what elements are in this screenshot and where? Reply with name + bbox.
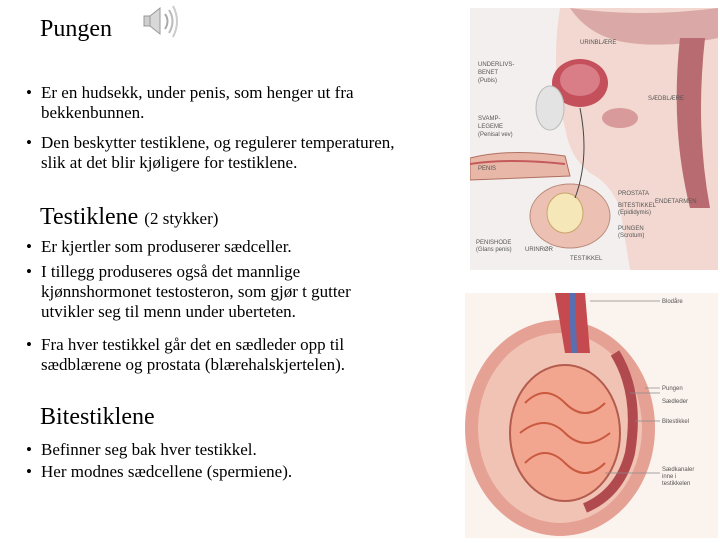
svg-text:SÆDBLÆRE: SÆDBLÆRE xyxy=(648,96,685,102)
svg-text:BENET: BENET xyxy=(478,70,499,76)
bullet-item: • Den beskytter testiklene, og regulerer temperaturen, slik at det blir kjøligere for testiklene. xyxy=(26,133,395,172)
svg-text:inne i: inne i xyxy=(662,474,677,480)
section-title-pungen: Pungen xyxy=(40,16,112,42)
testis-cross-section-diagram xyxy=(465,293,718,538)
svg-text:TESTIKKEL: TESTIKKEL xyxy=(570,256,603,262)
svg-text:PROSTATA: PROSTATA xyxy=(618,191,650,197)
svg-text:PENIS: PENIS xyxy=(478,166,497,172)
bullet-item: • Er kjertler som produserer sædceller. xyxy=(26,237,292,256)
svg-text:SVAMP-: SVAMP- xyxy=(478,116,501,122)
svg-text:(Pubis): (Pubis) xyxy=(478,78,498,84)
svg-text:Pungen: Pungen xyxy=(662,386,683,392)
svg-text:Sædkanaler: Sædkanaler xyxy=(662,467,695,473)
section-title-testiklene: Testiklene (2 stykker) xyxy=(40,204,219,230)
svg-text:testikkelen: testikkelen xyxy=(662,481,691,487)
bullet-item: • Her modnes sædcellene (spermiene). xyxy=(26,462,293,481)
bullet-item: • Befinner seg bak hver testikkel. xyxy=(26,440,257,459)
bullet-item: • Fra hver testikkel går det en sædleder opp til sædblærene og prostata (blærehalskjertelen). xyxy=(26,335,346,374)
anatomy-diagram-sagittal xyxy=(470,8,718,270)
svg-text:ENDETARMEN: ENDETARMEN xyxy=(655,199,697,205)
svg-text:BITESTIKKEL: BITESTIKKEL xyxy=(618,203,657,209)
bullet-item: • I tillegg produseres også det mannlige kjønnshormonet testosteron, som gjør t gutter utvikler seg til menn under uberteten. xyxy=(26,262,351,321)
svg-text:PUNGEN: PUNGEN xyxy=(618,226,644,232)
svg-text:LEGEME: LEGEME xyxy=(478,124,504,130)
svg-text:Blodåre: Blodåre xyxy=(662,299,683,305)
bullet-item: • Er en hudsekk, under penis, som henger ut fra bekkenbunnen. xyxy=(26,83,354,122)
svg-text:URINBLÆRE: URINBLÆRE xyxy=(580,40,617,46)
svg-text:Sædleder: Sædleder xyxy=(662,399,689,405)
svg-text:(Scrotum): (Scrotum) xyxy=(618,233,645,239)
svg-text:PENISHODE: PENISHODE xyxy=(476,240,512,246)
svg-text:UNDERLIVS-: UNDERLIVS- xyxy=(478,62,515,68)
svg-text:Bitestikkel: Bitestikkel xyxy=(662,419,690,425)
svg-text:(Glans penis): (Glans penis) xyxy=(476,247,512,253)
svg-text:URINRØR: URINRØR xyxy=(525,247,553,253)
speaker-icon[interactable] xyxy=(140,2,180,42)
svg-text:(Epididymis): (Epididymis) xyxy=(618,210,652,216)
svg-text:(Penisal vev): (Penisal vev) xyxy=(478,132,513,138)
section-title-bitestiklene: Bitestiklene xyxy=(40,404,155,430)
